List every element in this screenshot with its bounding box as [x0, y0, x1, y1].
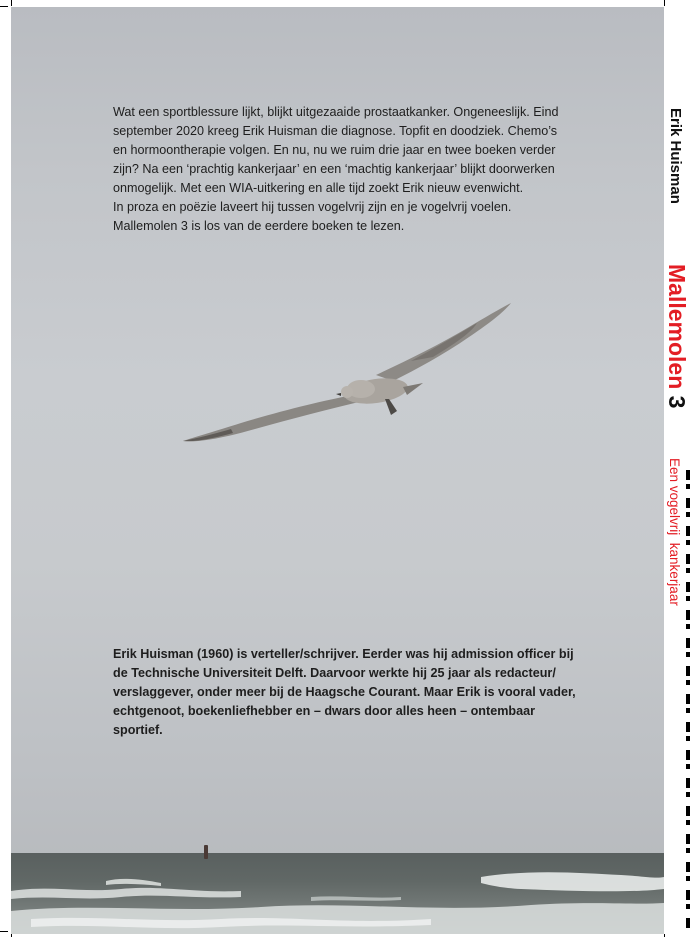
blurb-line: onmogelijk. Met een WIA-uitkering en alle tijd zoekt Erik nieuw evenwicht. — [113, 181, 524, 195]
spine-title — [663, 264, 690, 408]
bio-line: echtgenoot, boekenliefhebber en – dwars door alles heen – ontembaar — [113, 704, 535, 718]
blurb-line: Mallemolen 3 is los van de eerdere boeken te lezen. — [113, 219, 405, 233]
blurb-line: en hormoontherapie volgen. En nu, nu we ruim drie jaar en twee boeken verder — [113, 143, 556, 157]
bio-line: sportief. — [113, 723, 163, 737]
bio-line: verslaggever, onder meer bij de Haagsche Courant. Maar Erik is vooral vader, — [113, 685, 576, 699]
blurb-line: In proza en poëzie laveert hij tussen vogelvrij zijn en je vogelvrij voelen. — [113, 200, 512, 214]
sea-waves — [11, 853, 664, 934]
back-cover-photo — [11, 7, 664, 934]
crop-mark — [0, 6, 8, 7]
blurb-line: zijn? Na een ‘prachtig kankerjaar’ en een ‘machtig kankerjaar’ blijkt doorwerken — [113, 162, 555, 176]
spine-title-word: Mallemolen — [664, 264, 690, 390]
buoy — [204, 845, 208, 859]
seagull-icon — [171, 299, 516, 449]
spine-author: Erik Huisman — [667, 108, 684, 204]
crop-mark — [0, 931, 8, 932]
author-bio — [113, 645, 583, 740]
crop-mark — [11, 0, 12, 6]
spine-edge-marks — [686, 470, 690, 930]
waves-icon — [11, 853, 664, 934]
spine-title-number: 3 — [664, 395, 690, 409]
blurb-line: Wat een sportblessure lijkt, blijkt uitgezaaide prostaatkanker. Ongeneeslijk. Eind — [113, 105, 559, 119]
spine-subtitle: Een vogelvrij kankerjaar — [667, 458, 682, 606]
blurb-text — [113, 103, 583, 236]
blurb-line: september 2020 kreeg Erik Huisman die diagnose. Topfit en doodziek. Chemo’s — [113, 124, 558, 138]
bio-line: Erik Huisman (1960) is verteller/schrijver. Eerder was hij admission officer bij — [113, 647, 574, 661]
bio-line: de Technische Universiteit Delft. Daarvoor werkte hij 25 jaar als redacteur/ — [113, 666, 556, 680]
crop-mark — [664, 0, 665, 6]
